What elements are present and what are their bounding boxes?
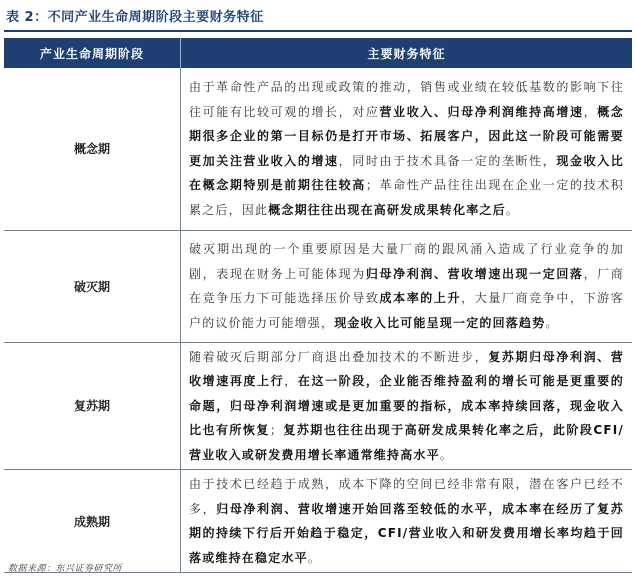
description-cell	[181, 342, 633, 470]
emphasized-text: 复苏期也往往出现于高研发成果转化率之后，此阶段CFI/营业收入或研发费用增长率通常维持高水平	[189, 423, 624, 462]
header-stage: 产业生命周期阶段	[4, 38, 181, 68]
table-row	[4, 68, 632, 230]
description-text: ，大量厂商竞争中，下游客户的议价能力可能增强，	[189, 291, 624, 330]
emphasized-text: 现金收入比在概念期特别是前期往往较高	[189, 153, 624, 193]
stage-cell: 概念期	[4, 68, 181, 230]
description-text: 。	[439, 447, 454, 462]
table-row	[4, 230, 632, 342]
table-header-row	[4, 38, 632, 68]
table-row	[4, 470, 632, 573]
emphasized-text: 复苏期归母净利润、营收增速再度上行	[189, 349, 624, 388]
description-text: ；革命性产品往往出现在企业一定的技术积累之后，因此	[189, 178, 624, 217]
table-caption: 表 2：不同产业生命周期阶段主要财务特征	[6, 10, 264, 25]
description-text: 随着破灭后期部分厂商退出叠加技术的不断进步，	[189, 349, 489, 364]
emphasized-text: 归母净利润、营收增速出现一定回落	[365, 266, 584, 281]
emphasized-text: 营业收入、归母净利润维持高增速	[379, 104, 584, 119]
description-text: 由于技术已经趋于成熟，成本下降的空间已经非常有限，潜在客户已经不多，	[189, 477, 624, 516]
description-text: 。	[545, 315, 559, 330]
description-cell	[181, 470, 633, 573]
description-text: 。	[307, 550, 322, 565]
description-text: ，	[583, 104, 598, 119]
stage-cell: 成熟期	[4, 470, 181, 573]
description-text: 由于革命性产品的出现或政策的推动，销售或业绩在较低基数的影响下往往可能有比较可观的增长，对应	[189, 80, 624, 119]
caption-divider	[4, 30, 632, 32]
description-text: 。	[505, 202, 520, 217]
emphasized-text: 在这一阶段，企业能否维持盈利的增长可能是更重要的命题，归母净利润增速或是更加重要的指标，成本率持续回落，现金收入比也有所恢复	[189, 374, 624, 437]
description-text: ，同时由于技术具备一定的垄断性，	[338, 153, 557, 168]
description-text: ；	[269, 423, 284, 437]
emphasized-text: 现金收入比可能呈现一定的回落趋势	[334, 315, 546, 330]
emphasized-text: 归母净利润、营收增速开始回落至较低的水平，成本率在经历了复苏期的持续下行后开始趋于稳定，CFI/营业收入和研发费用增长率均趋于回落或维持在稳定水平	[189, 501, 624, 565]
data-source-note: 数据来源：东兴证券研究所	[8, 564, 123, 574]
emphasized-text: 概念期很多企业的第一目标仍是打开市场、拓展客户，因此这一阶段可能需要更加关注营业收入的增速	[189, 104, 624, 168]
financial-features-table	[4, 38, 632, 573]
stage-cell: 破灭期	[4, 230, 181, 342]
table-row	[4, 342, 632, 470]
description-text: 破灭期出现的一个重要原因是大量厂商的跟风涌入造成了行业竞争的加剧，表现在财务上可能体现为	[189, 242, 624, 281]
description-cell	[181, 230, 633, 342]
description-text: ，厂商在竞争压力下可能选择压价导致	[189, 266, 625, 305]
stage-cell: 复苏期	[4, 342, 181, 470]
emphasized-text: 成本率的上升	[379, 291, 462, 305]
header-features: 主要财务特征	[181, 38, 633, 68]
description-cell	[181, 68, 633, 230]
emphasized-text: 概念期往往出现在高研发成果转化率之后	[268, 202, 506, 217]
description-text: ，	[284, 374, 298, 388]
